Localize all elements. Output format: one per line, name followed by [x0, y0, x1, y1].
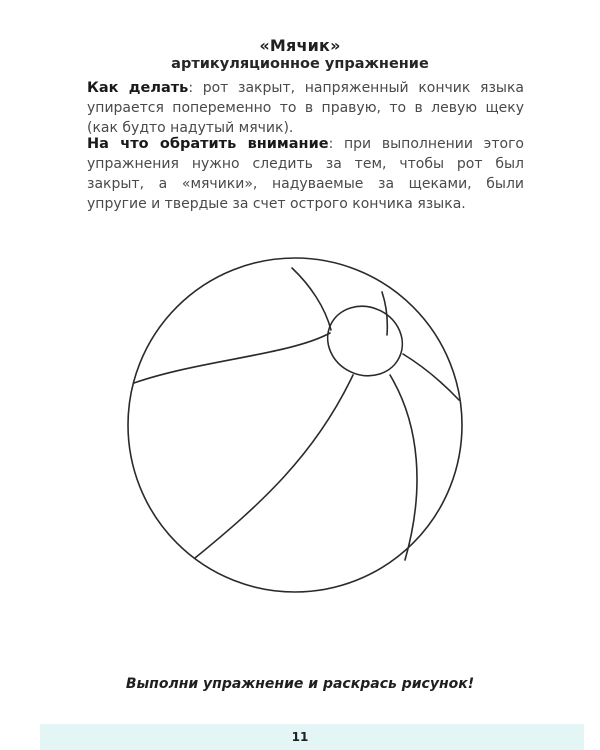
page-number: 11	[291, 730, 309, 744]
ball-seam-right	[403, 354, 459, 400]
attention-paragraph	[87, 134, 524, 214]
ball-seam-left-top	[134, 333, 330, 383]
ball-seam-left-lower	[195, 375, 353, 558]
footer-instruction: Выполни упражнение и раскрась рисунок!	[125, 676, 475, 692]
how-to-lead: Как делать	[87, 80, 189, 96]
page-subtitle: артикуляционное упражнение	[171, 56, 429, 72]
ball-outline	[128, 258, 462, 592]
how-to-paragraph	[87, 78, 524, 138]
ball-seam-right-lower	[390, 375, 417, 560]
ball-valve-cap	[316, 294, 414, 388]
beach-ball-icon	[125, 255, 465, 595]
page-title: «Мячик»	[259, 36, 341, 55]
attention-text: : при выполнении этого упражнения нужно следить за тем, чтобы рот был закрыт, а «мячики», надуваемые за щеками, были упругие и твердые за счет острого кончика языка.	[87, 136, 524, 212]
attention-lead: На что обратить внимание	[87, 136, 329, 152]
how-to-text: : рот закрыт, напряженный кончик языка упирается попеременно то в правую, то в левую щеку (как будто надутый мячик).	[87, 80, 524, 136]
ball-seam-top	[292, 268, 331, 330]
beach-ball-illustration	[125, 255, 465, 595]
